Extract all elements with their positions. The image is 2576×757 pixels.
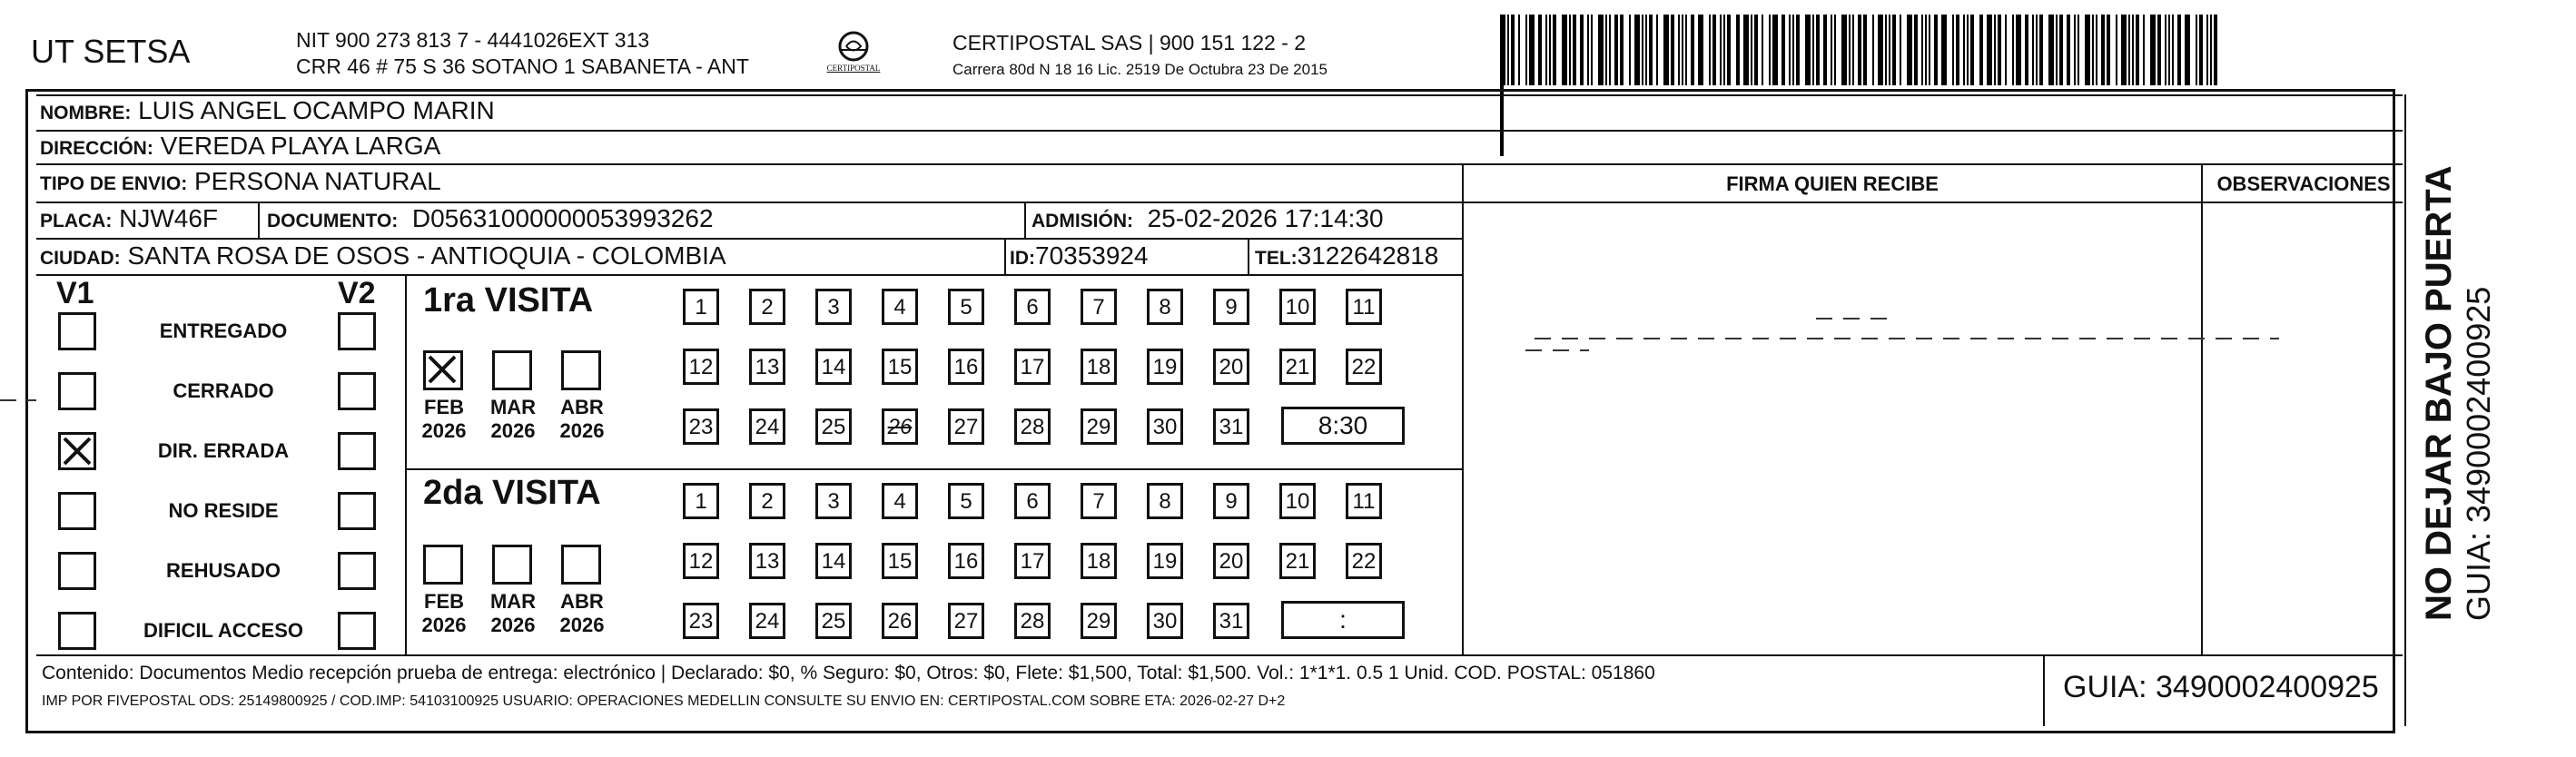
admision-field <box>1031 204 1384 233</box>
day-box[interactable]: 25 <box>815 603 852 639</box>
month-box[interactable] <box>423 545 463 585</box>
barcode-bar <box>1671 15 1674 85</box>
month-box[interactable] <box>492 545 532 585</box>
logo-icon <box>835 31 872 64</box>
certipostal-nit: CERTIPOSTAL SAS | 900 151 122 - 2 <box>952 31 1307 54</box>
barcode-bar <box>1769 15 1771 85</box>
day-box[interactable]: 18 <box>1081 543 1117 579</box>
rule <box>36 274 1462 276</box>
day-box[interactable]: 8 <box>1147 289 1183 325</box>
barcode-bar <box>1925 15 1927 85</box>
month-box[interactable] <box>492 350 532 390</box>
v2-checkbox[interactable] <box>338 492 376 530</box>
side-guia: GUIA: 3490002400925 <box>2460 286 2497 621</box>
id-label: ID: <box>1010 248 1035 269</box>
v1-checkbox[interactable] <box>58 432 96 470</box>
documento-value: D05631000000053993262 <box>411 204 714 232</box>
barcode-bar <box>1642 15 1643 85</box>
day-box[interactable]: 2 <box>749 483 785 519</box>
month-name: FEB <box>424 590 464 613</box>
barcode-bar <box>1967 15 1969 85</box>
barcode-bar <box>2048 15 2054 85</box>
barcode-bar <box>1849 15 1851 85</box>
barcode-bar <box>1941 15 1947 85</box>
barcode-bar <box>1892 15 1896 85</box>
day-box[interactable]: 5 <box>948 483 984 519</box>
barcode-bar <box>1796 15 1800 85</box>
barcode-bar <box>2214 15 2217 85</box>
barcode-bar <box>1723 15 1725 85</box>
barcode-bar <box>1598 15 1604 85</box>
barcode-bar <box>2056 15 2058 85</box>
barcode-bar <box>1620 15 1624 85</box>
rule <box>405 274 407 654</box>
day-box[interactable]: 20 <box>1213 543 1249 579</box>
barcode-bar <box>2092 15 2094 85</box>
footer-contents: Contenido: Documentos Medio recepción prueba de entrega: electrónico | Declarado: $0, % Seguro: $0, Otros: $0, Flete: $1,500, Total: $1,500. Vol.: 1*1*1. 0.5 1 Unid. COD. POSTAL: 051860 <box>42 663 1655 683</box>
barcode-bar <box>1587 15 1589 85</box>
barcode-bar <box>1580 15 1584 85</box>
x-mark-icon <box>426 353 459 386</box>
tipo-envio-label: TIPO DE ENVIO: <box>40 173 188 194</box>
barcode-bar <box>2059 15 2063 85</box>
nombre-value: LUIS ANGEL OCAMPO MARIN <box>138 96 495 124</box>
barcode-bar <box>1781 15 1785 85</box>
day-box[interactable]: 3 <box>815 289 852 325</box>
direccion-value: VEREDA PLAYA LARGA <box>160 132 441 160</box>
month-name: FEB <box>424 396 464 418</box>
barcode-bar <box>1987 15 1992 85</box>
barcode-bar <box>2078 15 2079 85</box>
barcode-bar <box>2116 15 2117 85</box>
barcode-bar <box>2096 15 2097 85</box>
day-box[interactable]: 24 <box>749 603 785 639</box>
barcode-bar <box>2172 15 2174 85</box>
barcode-bar <box>1545 15 1547 85</box>
day-box[interactable]: 15 <box>882 543 918 579</box>
month-name: ABR <box>560 396 604 418</box>
id-value: 70353924 <box>1035 241 1149 270</box>
barcode-bar <box>1720 15 1722 85</box>
day-box[interactable]: 21 <box>1279 349 1316 385</box>
certipostal-logo <box>817 31 890 89</box>
day-box[interactable]: 25 <box>815 408 852 445</box>
v1-checkbox[interactable] <box>58 612 96 650</box>
day-box[interactable]: 18 <box>1081 349 1117 385</box>
rule <box>1462 163 1464 654</box>
nit-line: NIT 900 273 813 7 - 4441026EXT 313 <box>296 28 650 52</box>
id-field <box>1010 241 1149 270</box>
rule <box>1004 238 1006 274</box>
barcode-bar <box>2165 15 2166 85</box>
barcode-bar <box>1885 15 1887 85</box>
ciudad-label: CIUDAD: <box>40 248 121 269</box>
barcode-bar <box>1609 15 1611 85</box>
rule <box>2043 654 2045 726</box>
barcode-bar <box>1970 15 1974 85</box>
barcode-bar <box>1538 15 1542 85</box>
barcode-bar <box>2039 15 2043 85</box>
day-box[interactable]: 17 <box>1014 543 1051 579</box>
admision-label: ADMISIÓN: <box>1031 211 1133 231</box>
day-box[interactable]: 20 <box>1213 349 1249 385</box>
barcode-bar <box>1569 15 1571 85</box>
rule <box>36 163 2403 165</box>
barcode-bar <box>1929 15 1930 85</box>
barcode-bar <box>1823 15 1827 85</box>
barcode-bar <box>1507 15 1509 85</box>
barcode-bar <box>1709 15 1711 85</box>
v2-checkbox[interactable] <box>338 612 376 650</box>
status-label: CERRADO <box>173 379 274 402</box>
barcode-bar <box>1907 15 1912 85</box>
v1-checkbox[interactable] <box>58 312 96 350</box>
barcode-bar <box>2101 15 2105 85</box>
side-text <box>2419 165 2498 621</box>
barcode-bar <box>1872 15 1874 85</box>
day-box[interactable]: 5 <box>948 289 984 325</box>
barcode-bar <box>2074 15 2076 85</box>
barcode-bar <box>1831 15 1832 85</box>
month-name: ABR <box>560 590 604 613</box>
month-year: 2026 <box>421 614 467 636</box>
month-year: 2026 <box>559 419 605 442</box>
company-name: UT SETSA <box>31 33 191 70</box>
status-label: DIR. ERRADA <box>157 439 290 462</box>
barcode-bar <box>2107 15 2110 85</box>
tipo-envio-value: PERSONA NATURAL <box>193 167 441 195</box>
barcode-bar <box>1743 15 1749 85</box>
month-label <box>412 590 476 637</box>
time-box[interactable]: : <box>1281 601 1405 639</box>
nombre-label: NOMBRE: <box>40 103 132 123</box>
barcode-bar <box>2036 15 2038 85</box>
day-box[interactable]: 9 <box>1213 483 1249 519</box>
day-box[interactable]: 31 <box>1213 603 1249 639</box>
day-box[interactable]: 16 <box>948 543 984 579</box>
observaciones-header: OBSERVACIONES <box>2216 172 2391 195</box>
month-year: 2026 <box>421 419 467 442</box>
barcode-bar <box>1634 15 1640 85</box>
barcode-bar <box>2005 15 2007 85</box>
barcode-bar <box>2025 15 2028 85</box>
barcode-bar <box>2016 15 2021 85</box>
status-label: NO RESIDE <box>168 499 279 522</box>
day-box[interactable]: 9 <box>1213 289 1249 325</box>
logo-text: CERTIPOSTAL <box>826 64 881 73</box>
barcode-bar <box>2177 15 2181 85</box>
day-box[interactable]: 22 <box>1346 543 1382 579</box>
barcode-bar <box>1998 15 2001 85</box>
day-box[interactable]: 11 <box>1346 289 1382 325</box>
day-box[interactable]: 6 <box>1014 483 1051 519</box>
barcode-bar <box>1591 15 1593 85</box>
day-box[interactable]: 1 <box>683 289 719 325</box>
signature-line <box>1535 338 2279 339</box>
barcode-bar <box>2199 15 2203 85</box>
v2-heading: V2 <box>338 276 376 310</box>
first-visit-title: 1ra VISITA <box>423 281 594 320</box>
day-box[interactable]: 26 <box>882 603 918 639</box>
barcode-bar <box>1792 15 1794 85</box>
barcode-bar <box>1841 15 1847 85</box>
barcode-bar <box>1712 15 1716 85</box>
barcode-bar <box>1754 15 1758 85</box>
barcode-bar <box>2206 15 2208 85</box>
rule <box>258 202 260 238</box>
barcode-bar <box>1685 15 1687 85</box>
barcode-bar <box>1736 15 1740 85</box>
ciudad-field <box>40 241 726 270</box>
day-box[interactable]: 28 <box>1014 408 1051 445</box>
barcode-bar <box>1805 15 1811 85</box>
day-box[interactable]: 2 <box>749 289 785 325</box>
barcode-bar <box>1663 15 1669 85</box>
documento-field <box>267 204 714 233</box>
barcode-bar <box>1751 15 1752 85</box>
barcode-bar <box>2085 15 2090 85</box>
month-box[interactable] <box>423 350 463 390</box>
barcode-bar <box>1553 15 1556 85</box>
tel-field <box>1255 241 1438 270</box>
day-box[interactable]: 21 <box>1279 543 1316 579</box>
barcode-bar <box>1573 15 1576 85</box>
documento-label: DOCUMENTO: <box>267 211 399 231</box>
signature-mark <box>1816 318 1898 320</box>
day-box[interactable]: 27 <box>948 603 984 639</box>
day-box[interactable]: 12 <box>683 349 719 385</box>
company-nit-block <box>296 27 749 80</box>
rule <box>405 468 1462 470</box>
day-box[interactable]: 31 <box>1213 408 1249 445</box>
admision-value: 25-02-2026 17:14:30 <box>1147 204 1384 232</box>
tel-label: TEL: <box>1255 248 1298 269</box>
rule <box>1024 202 1026 238</box>
day-box[interactable]: 13 <box>749 349 785 385</box>
day-box[interactable]: 24 <box>749 408 785 445</box>
barcode-bar <box>1605 15 1607 85</box>
barcode-bar <box>1698 15 1703 85</box>
barcode-bar <box>1834 15 1836 85</box>
tipo-envio-field <box>40 167 441 196</box>
time-box[interactable]: 8:30 <box>1281 407 1405 445</box>
day-box[interactable]: 29 <box>1081 408 1117 445</box>
day-box[interactable]: 8 <box>1147 483 1183 519</box>
rule <box>2201 163 2203 654</box>
barcode-bar <box>2032 15 2034 85</box>
barcode-bar <box>1852 15 1854 85</box>
v2-checkbox[interactable] <box>338 552 376 590</box>
day-box[interactable]: 1 <box>683 483 719 519</box>
barcode-bar <box>1863 15 1867 85</box>
day-box[interactable]: 14 <box>815 543 852 579</box>
certipostal-info <box>952 31 1327 79</box>
ciudad-value: SANTA ROSA DE OSOS - ANTIOQUIA - COLOMBIA <box>127 241 726 270</box>
status-label: ENTREGADO <box>159 320 288 342</box>
barcode-bar <box>2196 15 2197 85</box>
day-box[interactable]: 4 <box>882 289 918 325</box>
scan-artifact <box>0 399 36 401</box>
month-name: MAR <box>489 590 537 613</box>
day-box[interactable]: 27 <box>948 408 984 445</box>
firma-header: FIRMA QUIEN RECIBE <box>1726 172 1939 195</box>
barcode-bar <box>1994 15 1996 85</box>
barcode-bar <box>1952 15 1954 85</box>
month-name: MAR <box>489 396 537 418</box>
v1-heading: V1 <box>56 276 94 310</box>
barcode-bar <box>1525 15 1527 85</box>
barcode-bar <box>1921 15 1923 85</box>
month-year: 2026 <box>490 419 536 442</box>
day-box[interactable]: 10 <box>1279 483 1316 519</box>
month-box[interactable] <box>561 545 601 585</box>
barcode-bar <box>1500 15 1505 85</box>
placa-value: NJW46F <box>119 204 219 232</box>
x-mark-icon <box>61 435 94 467</box>
barcode-bar <box>1878 15 1883 85</box>
day-box[interactable]: 23 <box>683 408 719 445</box>
barcode-bar <box>2012 15 2014 85</box>
v1-checkbox[interactable] <box>58 492 96 530</box>
direccion-field <box>40 132 440 161</box>
day-box[interactable]: 13 <box>749 543 785 579</box>
address-line: CRR 46 # 75 S 36 SOTANO 1 SABANETA - ANT <box>296 54 749 78</box>
barcode-bar <box>1682 15 1683 85</box>
side-warning: NO DEJAR BAJO PUERTA <box>2419 165 2459 621</box>
day-box[interactable]: 7 <box>1081 483 1117 519</box>
barcode-bar <box>1762 15 1763 85</box>
day-box[interactable]: 16 <box>948 349 984 385</box>
barcode-bar <box>1789 15 1791 85</box>
barcode-bar <box>2143 15 2145 85</box>
day-box[interactable]: 17 <box>1014 349 1051 385</box>
day-box[interactable]: 7 <box>1081 289 1117 325</box>
barcode-bar <box>1511 15 1515 85</box>
tel-value: 3122642818 <box>1297 241 1439 270</box>
nombre-field <box>40 96 495 125</box>
rule <box>36 654 2403 656</box>
barcode-bar <box>1727 15 1731 85</box>
barcode-bar <box>2136 15 2139 85</box>
day-box[interactable]: 19 <box>1147 543 1183 579</box>
barcode-bar <box>1529 15 1535 85</box>
day-box[interactable]: 6 <box>1014 289 1051 325</box>
barcode-bar <box>2168 15 2170 85</box>
footer-guia: GUIA: 3490002400925 <box>2063 670 2379 704</box>
barcode-bar <box>1518 15 1520 85</box>
barcode-bar <box>1889 15 1890 85</box>
month-year: 2026 <box>559 614 605 636</box>
signature-mark <box>1525 349 1589 351</box>
day-box[interactable]: 23 <box>683 603 719 639</box>
rule <box>2404 94 2406 726</box>
barcode-bar <box>1649 15 1653 85</box>
direccion-label: DIRECCIÓN: <box>40 138 153 159</box>
barcode-bar <box>2157 15 2161 85</box>
second-visit-title: 2da VISITA <box>423 474 601 512</box>
barcode-bar <box>1645 15 1647 85</box>
barcode-bar <box>2185 15 2190 85</box>
month-label <box>412 396 476 443</box>
placa-field <box>40 204 218 233</box>
barcode-bar <box>1656 15 1658 85</box>
barcode-bar <box>1629 15 1631 85</box>
barcode-bar <box>1858 15 1861 85</box>
barcode-bar <box>1963 15 1965 85</box>
footer-print-info: IMP POR FIVEPOSTAL ODS: 25149800925 / COD.IMP: 54103100925 USUARIO: OPERACIONES MEDELLIN CONSULTE SU ENVIO EN: CERTIPOSTAL.COM SOBRE ETA: 2026-02-27 D+2 <box>42 693 1286 709</box>
barcode-bar <box>2121 15 2127 85</box>
month-box[interactable] <box>561 350 601 390</box>
month-label <box>481 590 545 637</box>
barcode-bar <box>2132 15 2134 85</box>
v2-checkbox[interactable] <box>338 432 376 470</box>
day-box[interactable]: 11 <box>1346 483 1382 519</box>
day-box[interactable]: 19 <box>1147 349 1183 385</box>
barcode-bar <box>1549 15 1551 85</box>
barcode-bar <box>1934 15 1938 85</box>
barcode-bar <box>1691 15 1694 85</box>
month-year: 2026 <box>490 614 536 636</box>
day-box[interactable]: 30 <box>1147 408 1183 445</box>
barcode-bar <box>1956 15 1959 85</box>
v1-checkbox[interactable] <box>58 552 96 590</box>
v1-checkbox[interactable] <box>58 372 96 410</box>
placa-label: PLACA: <box>40 211 113 231</box>
barcode-bar <box>2067 15 2070 85</box>
barcode-bar <box>1562 15 1567 85</box>
rule <box>1248 238 1249 274</box>
day-box[interactable]: 15 <box>882 349 918 385</box>
barcode-bar <box>1900 15 1901 85</box>
v2-checkbox[interactable] <box>338 312 376 350</box>
day-box[interactable]: 29 <box>1081 603 1117 639</box>
day-box[interactable]: 30 <box>1147 603 1183 639</box>
day-box[interactable]: 10 <box>1279 289 1316 325</box>
barcode-bar <box>1772 15 1778 85</box>
barcode-bar <box>2128 15 2130 85</box>
barcode-bar <box>1614 15 1618 85</box>
day-box[interactable]: 14 <box>815 349 852 385</box>
day-box[interactable]: 22 <box>1346 349 1382 385</box>
barcode-bar <box>2150 15 2156 85</box>
month-label <box>550 396 614 443</box>
month-label <box>550 590 614 637</box>
status-label: REHUSADO <box>166 559 281 582</box>
barcode-bar <box>1812 15 1814 85</box>
month-label <box>481 396 545 443</box>
day-box[interactable]: 4 <box>882 483 918 519</box>
certipostal-address: Carrera 80d N 18 16 Lic. 2519 De Octubra 23 De 2015 <box>952 61 1327 78</box>
day-box[interactable]: 3 <box>815 483 852 519</box>
v2-checkbox[interactable] <box>338 372 376 410</box>
barcode-bar <box>1816 15 1820 85</box>
barcode-bar <box>1979 15 1983 85</box>
day-box[interactable]: 26 <box>882 408 918 445</box>
status-label: DIFICIL ACCESO <box>143 619 303 642</box>
rule <box>36 202 2403 203</box>
day-box[interactable]: 28 <box>1014 603 1051 639</box>
barcode-bar <box>1914 15 1918 85</box>
barcode-bar <box>1678 15 1680 85</box>
barcode <box>1500 15 2226 85</box>
day-box[interactable]: 12 <box>683 543 719 579</box>
barcode-bar <box>2210 15 2212 85</box>
